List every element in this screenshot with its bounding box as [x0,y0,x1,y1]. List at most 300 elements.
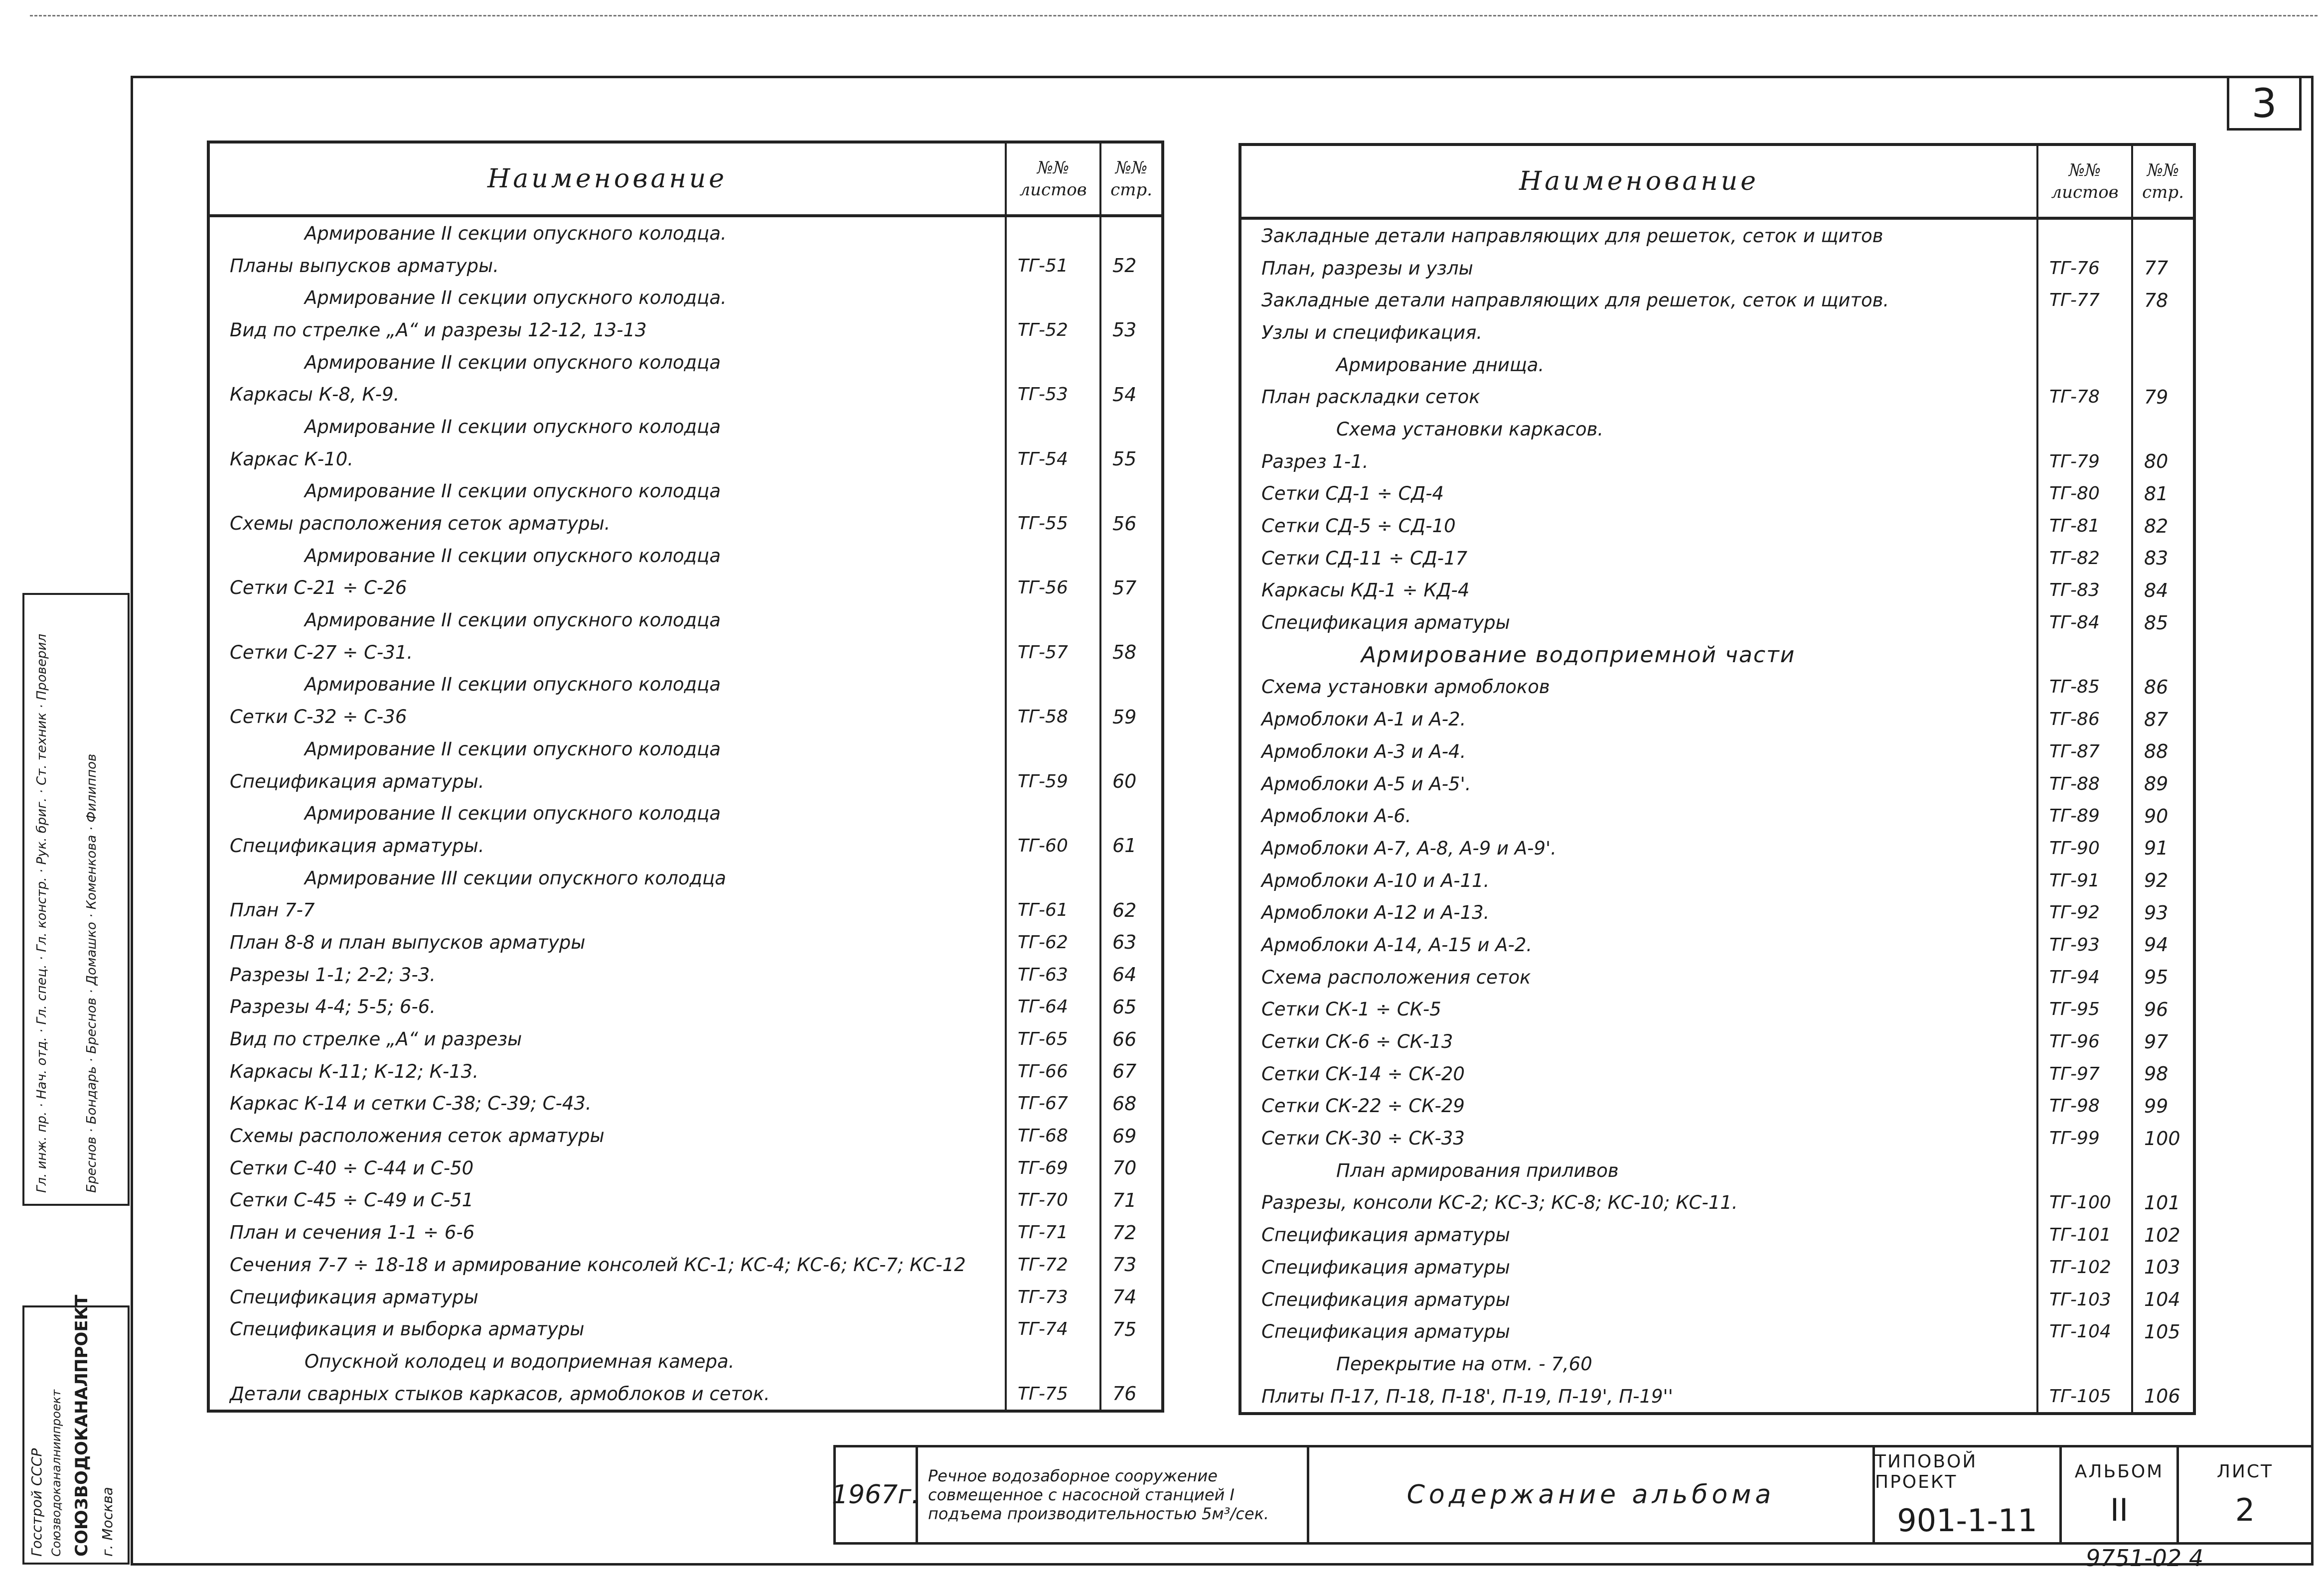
sheet-number: 3 [2251,80,2277,127]
row-page-number [1100,216,1163,250]
row-title: Армирование II секции опускного колодца. [305,222,727,244]
table-row [208,250,1163,282]
row-title: Спецификация арматуры. [230,770,484,792]
row-page-number: 100 [2132,1122,2194,1154]
row-title: Плиты П-17, П-18, П-18', П-19, П-19', П-19'' [1261,1385,1673,1407]
row-page-number: 74 [1100,1281,1163,1313]
row-sheet-number: ТГ-101 [2037,1219,2132,1251]
row-sheet-number: ТГ-56 [1006,572,1100,604]
row-sheet-number [2037,1154,2132,1187]
row-sheet-number: ТГ-53 [1006,378,1100,411]
row-sheet-number: ТГ-75 [1006,1378,1100,1412]
row-title: Армирование II секции опускного колодца [305,738,721,760]
table-row [208,926,1163,959]
row-title: Армоблоки А-1 и А-2. [1261,709,1466,730]
table-row [1240,768,2194,800]
row-page-number: 71 [1100,1184,1163,1217]
row-page-number: 88 [2132,735,2194,768]
row-page-number: 57 [1100,572,1163,604]
table-row [208,572,1163,604]
row-page-number: 105 [2132,1315,2194,1348]
row-sheet-number: ТГ-51 [1006,250,1100,282]
row-sheet-number [1006,604,1100,636]
table-row [1240,349,2194,381]
row-page-number: 72 [1100,1216,1163,1249]
table-header-row [208,142,1163,216]
table-row [1240,445,2194,478]
row-title: Каркас К-14 и сетки С-38; С-39; С-43. [230,1093,592,1115]
row-title: Армирование III секции опускного колодца [305,867,726,889]
row-sheet-number: ТГ-55 [1006,507,1100,540]
row-title: План армирования приливов [1336,1159,1619,1181]
table-row [208,1152,1163,1184]
table-row [208,991,1163,1023]
row-title: Армирование водоприемной части [1361,642,1796,668]
row-sheet-number [1006,411,1100,443]
table-row [1240,1219,2194,1251]
table-row [1240,284,2194,316]
row-title: Сетки С-45 ÷ С-49 и С-51 [230,1189,474,1211]
row-page-number: 101 [2132,1187,2194,1219]
row-title: План и сечения 1-1 ÷ 6-6 [230,1222,475,1244]
row-page-number: 87 [2132,703,2194,735]
row-title: Каркас К-10. [230,448,354,470]
row-title: Армоблоки А-12 и А-13. [1261,902,1490,924]
row-title: Сетки СК-22 ÷ СК-29 [1261,1095,1465,1117]
table-row [1240,316,2194,349]
table-row [208,1055,1163,1088]
row-title: Разрезы, консоли КС-2; КС-3; КС-8; КС-10; КС-11. [1261,1192,1738,1214]
row-page-number: 73 [1100,1249,1163,1281]
table-row [1240,994,2194,1026]
top-border-line [30,15,2318,16]
row-page-number [2132,316,2194,349]
row-page-number [1100,604,1163,636]
row-title: Армоблоки А-6. [1261,805,1411,827]
row-sheet-number: ТГ-68 [1006,1120,1100,1152]
row-sheet-number: ТГ-90 [2037,832,2132,864]
row-title: Армоблоки А-10 и А-11. [1261,869,1490,891]
row-sheet-number [1006,733,1100,765]
row-title: Армоблоки А-14, А-15 и А-2. [1261,934,1533,956]
row-title: Армирование днища. [1336,354,1545,376]
table-row [208,346,1163,379]
row-sheet-number [1006,540,1100,572]
table-row [1240,735,2194,768]
row-sheet-number: ТГ-57 [1006,636,1100,669]
table-header-row [1240,144,2194,218]
year-cell: 1967г. [833,1445,918,1545]
row-title: Планы выпусков арматуры. [230,255,499,277]
row-page-number: 90 [2132,800,2194,832]
row-page-number [2132,1154,2194,1187]
project-cell: ТИПОВОЙ ПРОЕКТ 901-1-11 [1872,1445,2062,1545]
row-title: Узлы и спецификация. [1261,321,1483,343]
row-title: Каркасы К-11; К-12; К-13. [230,1060,479,1082]
row-page-number: 89 [2132,768,2194,800]
row-title: Сетки СД-11 ÷ СД-17 [1261,547,1468,569]
row-page-number: 95 [2132,961,2194,994]
row-title: Армирование II секции опускного колодца. [305,287,727,309]
row-page-number: 83 [2132,542,2194,575]
row-page-number: 62 [1100,894,1163,926]
row-page-number [1100,475,1163,508]
row-sheet-number: ТГ-62 [1006,926,1100,959]
row-sheet-number: ТГ-86 [2037,703,2132,735]
contents-table-right [1239,143,2196,1415]
table-row [1240,218,2194,252]
table-row [1240,252,2194,285]
signature-strip [22,593,130,1206]
table-row [208,669,1163,701]
row-page-number: 75 [1100,1313,1163,1345]
row-page-number [2132,349,2194,381]
row-sheet-number: ТГ-92 [2037,896,2132,929]
row-sheet-number: ТГ-95 [2037,994,2132,1026]
row-sheet-number [2037,413,2132,445]
row-title: Спецификация арматуры [230,1286,478,1308]
row-sheet-number [1006,669,1100,701]
row-sheet-number: ТГ-60 [1006,830,1100,862]
table-row [208,765,1163,798]
row-page-number: 81 [2132,478,2194,510]
table-row [1240,413,2194,445]
table-row [208,1088,1163,1120]
table-row [208,475,1163,508]
row-title: Армоблоки А-7, А-8, А-9 и А-9'. [1261,837,1556,859]
row-sheet-number [2037,1348,2132,1380]
table-row [1240,800,2194,832]
row-sheet-number: ТГ-82 [2037,542,2132,575]
row-title: Армоблоки А-5 и А-5'. [1261,773,1471,795]
row-title: Спецификация арматуры [1261,1224,1510,1246]
table-row [208,830,1163,862]
row-title: Каркасы КД-1 ÷ КД-4 [1261,579,1470,601]
table-row [1240,542,2194,575]
row-sheet-number: ТГ-66 [1006,1055,1100,1088]
table-row [1240,864,2194,897]
row-sheet-number: ТГ-97 [2037,1058,2132,1090]
table-row [208,701,1163,733]
row-page-number: 79 [2132,381,2194,413]
row-page-number [2132,413,2194,445]
row-page-number: 70 [1100,1152,1163,1184]
row-title: Спецификация арматуры [1261,1321,1510,1343]
row-title: Разрез 1-1. [1261,450,1369,472]
stamp-roles: Гл. инж. пр. · Нач. отд. · Гл. спец. · Гл. констр. · Рук. бриг. · Ст. техник · Проверил [34,634,49,1193]
table-row [208,636,1163,669]
row-title: Перекрытие на отм. - 7,60 [1336,1353,1592,1375]
row-page-number: 68 [1100,1088,1163,1120]
row-title: Схемы расположения сеток арматуры [230,1125,605,1147]
row-sheet-number: ТГ-79 [2037,445,2132,478]
row-sheet-number: ТГ-58 [1006,701,1100,733]
header-pages: №№ стр. [2132,144,2194,218]
row-title: Сетки С-32 ÷ С-36 [230,706,407,728]
row-page-number [1100,540,1163,572]
row-title: Армирование II секции опускного колодца [305,545,721,567]
table-row [208,1313,1163,1345]
row-title: Сетки СК-6 ÷ СК-13 [1261,1031,1453,1053]
row-sheet-number: ТГ-104 [2037,1315,2132,1348]
row-sheet-number: ТГ-72 [1006,1249,1100,1281]
table-row [1240,961,2194,994]
stamp-names: Бреснов · Бондарь · Бреснов · Домашко · Коменкова · Филиппов [84,753,99,1193]
table-row [1240,1284,2194,1316]
row-sheet-number: ТГ-80 [2037,478,2132,510]
row-title: Сетки С-40 ÷ С-44 и С-50 [230,1157,474,1179]
row-title: Сетки СК-30 ÷ СК-33 [1261,1128,1465,1149]
table-row [1240,1251,2194,1284]
row-sheet-number: ТГ-81 [2037,510,2132,542]
row-page-number [1100,1345,1163,1378]
row-page-number: 69 [1100,1120,1163,1152]
table-row [208,797,1163,830]
row-title: Армирование II секции опускного колодца [305,480,721,502]
row-page-number: 66 [1100,1023,1163,1055]
table-row [1240,896,2194,929]
table-row [208,862,1163,894]
row-title: Закладные детали направляющих для решеток, сеток и щитов. [1261,289,1889,311]
table-row [208,540,1163,572]
row-page-number [1100,797,1163,830]
row-page-number: 53 [1100,314,1163,346]
row-sheet-number: ТГ-78 [2037,381,2132,413]
row-page-number: 85 [2132,606,2194,639]
table-row [1240,703,2194,735]
row-title: Разрезы 4-4; 5-5; 6-6. [230,996,436,1018]
table-row [208,1378,1163,1412]
row-page-number: 52 [1100,250,1163,282]
row-sheet-number: ТГ-91 [2037,864,2132,897]
row-title: Сетки СК-1 ÷ СК-5 [1261,999,1441,1020]
archive-number: 9751-02 4 [2086,1545,2204,1572]
row-title: Армирование II секции опускного колодца [305,674,721,696]
row-page-number [1100,862,1163,894]
row-page-number [1100,669,1163,701]
contents-table-left [207,141,1164,1413]
table-row [208,1345,1163,1378]
row-page-number: 64 [1100,959,1163,991]
org-line-4: г. Москва [99,1487,116,1557]
row-page-number: 103 [2132,1251,2194,1284]
row-page-number [2132,639,2194,671]
row-sheet-number [1006,1345,1100,1378]
row-title: Сетки С-27 ÷ С-31. [230,641,413,663]
table-row [1240,1380,2194,1414]
row-page-number [2132,1348,2194,1380]
row-title: План раскладки сеток [1261,386,1480,408]
title-cell: Содержание альбома [1307,1445,1875,1545]
table-row [208,1120,1163,1152]
row-title: Схема установки армоблоков [1261,676,1550,698]
row-sheet-number [2037,349,2132,381]
row-sheet-number [1006,475,1100,508]
sheet-number-box [2227,76,2302,131]
table-row [208,959,1163,991]
row-title: Вид по стрелке „А“ и разрезы [230,1028,522,1050]
row-sheet-number [1006,346,1100,379]
row-title: Схема установки каркасов. [1336,418,1604,440]
row-title: Армоблоки А-3 и А-4. [1261,740,1466,762]
table-row [1240,929,2194,961]
org-line-3: СОЮЗВОДОКАНАЛПРОЕКТ [72,1294,92,1557]
row-title: Спецификация и выборка арматуры [230,1318,585,1340]
row-title: Разрезы 1-1; 2-2; 3-3. [230,964,436,986]
row-page-number: 94 [2132,929,2194,961]
table-row [1240,671,2194,704]
row-page-number: 104 [2132,1284,2194,1316]
row-title: Детали сварных стыков каркасов, армоблоков и сеток. [230,1383,770,1405]
table-row [1240,1090,2194,1123]
table-row [208,507,1163,540]
table-row [208,411,1163,443]
row-page-number [2132,218,2194,252]
table-row [208,733,1163,765]
row-title: Армирование II секции опускного колодца [305,416,721,437]
row-sheet-number [1006,282,1100,314]
row-page-number: 56 [1100,507,1163,540]
row-page-number: 63 [1100,926,1163,959]
row-page-number: 76 [1100,1378,1163,1412]
row-page-number: 96 [2132,994,2194,1026]
table-row [1240,510,2194,542]
header-sheets: №№ листов [2037,144,2132,218]
row-page-number [1100,733,1163,765]
row-sheet-number: ТГ-74 [1006,1313,1100,1345]
row-sheet-number: ТГ-71 [1006,1216,1100,1249]
row-page-number: 60 [1100,765,1163,798]
row-sheet-number: ТГ-77 [2037,284,2132,316]
row-title: Армирование II секции опускного колодца [305,351,721,373]
row-sheet-number: ТГ-98 [2037,1090,2132,1123]
table-row [208,894,1163,926]
row-sheet-number: ТГ-84 [2037,606,2132,639]
row-page-number: 55 [1100,443,1163,475]
table-row [208,1023,1163,1055]
row-sheet-number: ТГ-54 [1006,443,1100,475]
table-row [1240,1122,2194,1154]
row-sheet-number: ТГ-87 [2037,735,2132,768]
row-sheet-number: ТГ-63 [1006,959,1100,991]
row-sheet-number: ТГ-88 [2037,768,2132,800]
row-title: План 8-8 и план выпусков арматуры [230,931,586,953]
row-page-number: 102 [2132,1219,2194,1251]
row-sheet-number: ТГ-100 [2037,1187,2132,1219]
table-row [208,314,1163,346]
row-sheet-number: ТГ-102 [2037,1251,2132,1284]
row-title: Сетки СК-14 ÷ СК-20 [1261,1063,1465,1085]
row-title: Опускной колодец и водоприемная камера. [305,1350,735,1372]
header-name: Наименование [208,142,1006,216]
row-sheet-number: ТГ-89 [2037,800,2132,832]
row-sheet-number: ТГ-59 [1006,765,1100,798]
row-title: Спецификация арматуры [1261,612,1510,634]
row-page-number [1100,282,1163,314]
row-title: Вид по стрелке „А“ и разрезы 12-12, 13-13 [230,319,647,341]
row-page-number: 99 [2132,1090,2194,1123]
row-title: Армирование II секции опускного колодца [305,803,721,825]
row-page-number: 58 [1100,636,1163,669]
row-page-number: 86 [2132,671,2194,704]
row-sheet-number: ТГ-67 [1006,1088,1100,1120]
row-sheet-number [2037,218,2132,252]
row-sheet-number: ТГ-73 [1006,1281,1100,1313]
row-sheet-number [1006,216,1100,250]
row-sheet-number: ТГ-70 [1006,1184,1100,1217]
row-sheet-number: ТГ-69 [1006,1152,1100,1184]
table-row [1240,1315,2194,1348]
table-row [1240,1154,2194,1187]
row-title: Армирование II секции опускного колодца [305,609,721,631]
table-row [1240,1187,2194,1219]
row-page-number [1100,346,1163,379]
table-row [208,604,1163,636]
row-sheet-number: ТГ-96 [2037,1025,2132,1058]
row-page-number: 67 [1100,1055,1163,1088]
description-cell: Речное водозаборное сооружение совмещенное с насосной станцией I подъема производительностью 5м³/сек. [916,1445,1309,1545]
row-title: Закладные детали направляющих для решеток, сеток и щитов [1261,225,1883,247]
row-page-number: 93 [2132,896,2194,929]
row-title: Сетки С-21 ÷ С-26 [230,577,407,599]
row-page-number: 91 [2132,832,2194,864]
row-sheet-number: ТГ-83 [2037,575,2132,607]
row-sheet-number [2037,639,2132,671]
row-page-number: 77 [2132,252,2194,285]
table-row [1240,381,2194,413]
table-row [1240,1025,2194,1058]
row-title: Спецификация арматуры [1261,1289,1510,1310]
row-sheet-number: ТГ-52 [1006,314,1100,346]
row-page-number: 80 [2132,445,2194,478]
row-sheet-number: ТГ-76 [2037,252,2132,285]
row-sheet-number: ТГ-99 [2037,1122,2132,1154]
row-sheet-number: ТГ-105 [2037,1380,2132,1414]
header-sheets: №№ листов [1006,142,1100,216]
table-row [208,282,1163,314]
table-row [1240,575,2194,607]
row-page-number: 82 [2132,510,2194,542]
row-title: Схемы расположения сеток арматуры. [230,513,611,535]
table-row [208,1281,1163,1313]
row-page-number: 65 [1100,991,1163,1023]
table-row [208,378,1163,411]
row-title: План, разрезы и узлы [1261,257,1473,279]
table-row [208,1184,1163,1217]
row-sheet-number [1006,797,1100,830]
row-title: Сетки СД-1 ÷ СД-4 [1261,483,1444,505]
header-name: Наименование [1240,144,2037,218]
row-title: План 7-7 [230,899,315,921]
row-page-number [1100,411,1163,443]
table-row [208,1216,1163,1249]
row-page-number: 78 [2132,284,2194,316]
row-page-number: 61 [1100,830,1163,862]
row-page-number: 106 [2132,1380,2194,1414]
table-row [1240,639,2194,671]
row-title: Спецификация арматуры. [230,835,484,857]
row-title: Схема расположения сеток [1261,966,1531,988]
row-sheet-number: ТГ-65 [1006,1023,1100,1055]
table-row [1240,1348,2194,1380]
organization-stamp [22,1294,130,1565]
row-title: Сечения 7-7 ÷ 18-18 и армирование консолей КС-1; КС-4; КС-6; КС-7; КС-12 [230,1254,966,1276]
table-row [1240,478,2194,510]
row-sheet-number: ТГ-61 [1006,894,1100,926]
header-pages: №№ стр. [1100,142,1163,216]
row-sheet-number [1006,862,1100,894]
row-title: Спецификация арматуры [1261,1256,1510,1278]
